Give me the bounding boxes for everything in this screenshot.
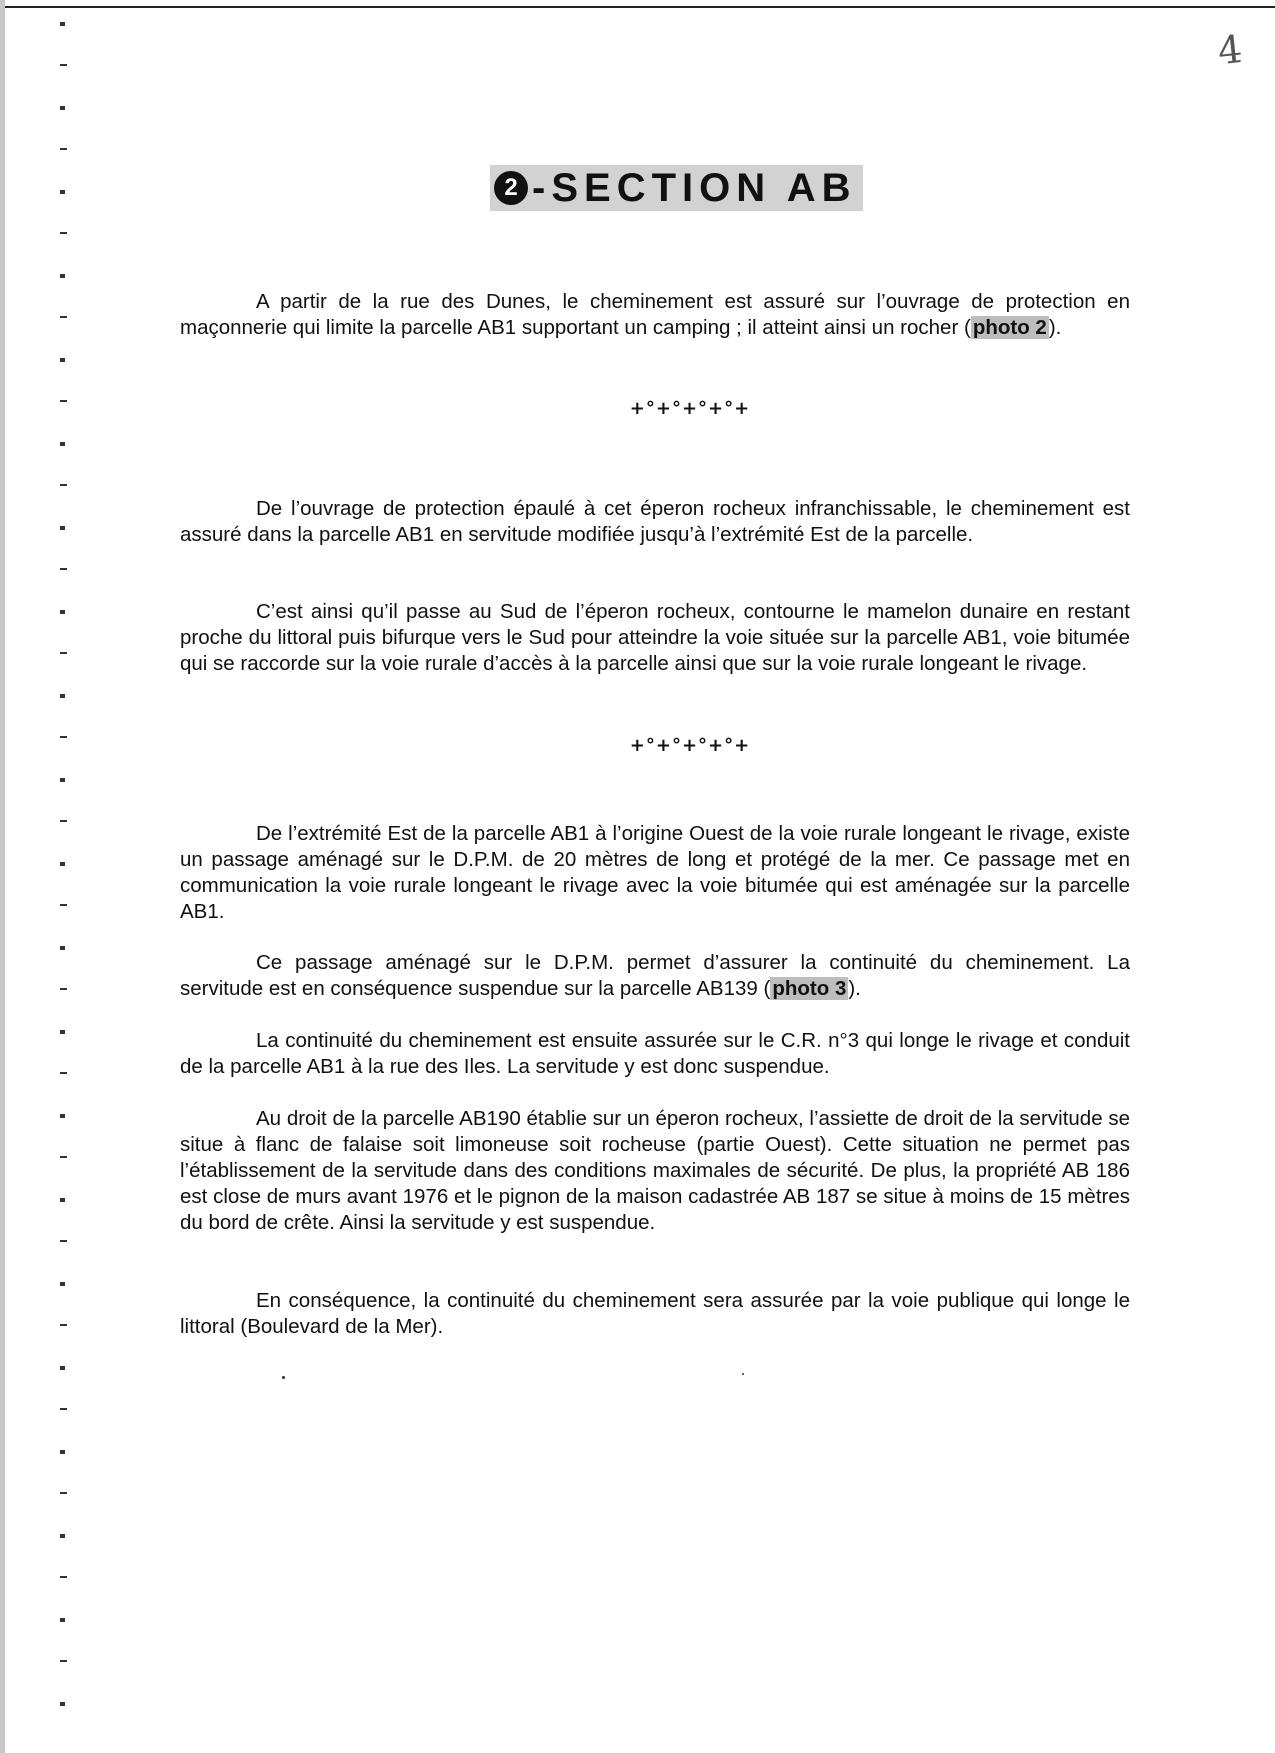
binding-mark	[60, 148, 67, 150]
binding-mark	[60, 1072, 67, 1074]
binding-mark	[60, 694, 65, 698]
scan-top-rule	[0, 6, 1275, 8]
binding-mark	[60, 1576, 67, 1578]
section-heading	[490, 165, 863, 211]
binding-mark	[60, 652, 67, 654]
binding-mark	[60, 1450, 65, 1454]
section-heading-title: SECTION AB	[551, 165, 857, 210]
paragraph-8: En conséquence, la continuité du cheminement sera assurée par la voie publique qui longe le littoral (Boulevard de la Mer).	[180, 1289, 1130, 1338]
binding-mark	[60, 1198, 65, 1202]
paragraph-6: La continuité du cheminement est ensuite assurée sur le C.R. n°3 qui longe le rivage et conduit de la parcelle AB1 à la rue des Iles. La servitude y est donc suspendue.	[180, 1029, 1130, 1078]
section-number-badge: 2	[494, 171, 528, 205]
binding-mark	[60, 904, 67, 906]
binding-mark	[60, 1240, 67, 1242]
binding-mark	[60, 316, 67, 318]
binding-mark	[60, 1282, 65, 1286]
binding-mark	[60, 274, 65, 278]
binding-mark	[60, 442, 65, 446]
binding-mark	[60, 988, 67, 990]
binding-mark	[60, 1492, 67, 1494]
binding-mark	[60, 1408, 67, 1410]
binding-mark	[60, 1702, 65, 1706]
scan-speck	[282, 1376, 285, 1379]
binding-mark	[60, 1156, 67, 1158]
binding-mark	[60, 1366, 65, 1370]
binding-mark	[60, 232, 67, 234]
binding-mark	[60, 190, 65, 194]
binding-mark	[60, 820, 67, 822]
binding-mark	[60, 1114, 65, 1118]
binding-mark	[60, 22, 65, 26]
separator-1: +°+°+°+°+	[629, 398, 751, 419]
binding-mark	[60, 862, 65, 866]
binding-mark	[60, 1030, 65, 1034]
paragraph-3: C’est ainsi qu’il passe au Sud de l’éperon rocheux, contourne le mamelon dunaire en restant proche du littoral puis bifurque vers le Sud pour atteindre la voie située sur la parcelle AB1, voie bitumée qui se raccorde sur la voie rurale d’accès à la parcelle ainsi que sur la voie rurale longeant le rivage.	[180, 600, 1130, 675]
section-heading-dash: -	[532, 165, 552, 210]
paragraph-2: De l’ouvrage de protection épaulé à cet éperon rocheux infranchissable, le cheminement est assuré dans la parcelle AB1 en servitude modifiée jusqu’à l’extrémité Est de la parcelle.	[180, 497, 1130, 546]
paragraph-4: De l’extrémité Est de la parcelle AB1 à l’origine Ouest de la voie rurale longeant le rivage, existe un passage aménagé sur le D.P.M. de 20 mètres de long et protégé de la mer. Ce passage met en communication la voie rurale longeant le rivage avec la voie bitumée qui est aménagée sur la parcelle AB1.	[180, 822, 1130, 923]
binding-mark	[60, 1660, 67, 1662]
binding-mark	[60, 946, 65, 950]
scan-speck	[742, 1373, 744, 1375]
binding-marks	[0, 0, 80, 1753]
binding-mark	[60, 484, 67, 486]
paragraph-5: Ce passage aménagé sur le D.P.M. permet d’assurer la continuité du cheminement. La servitude est en conséquence suspendue sur la parcelle AB139 (photo 3).	[180, 951, 1130, 1000]
binding-mark	[60, 106, 65, 110]
binding-mark	[60, 526, 65, 530]
binding-mark	[60, 1534, 65, 1538]
photo-reference: photo 3	[772, 977, 847, 1000]
binding-mark	[60, 1618, 65, 1622]
binding-mark	[60, 778, 65, 782]
binding-mark	[60, 610, 65, 614]
binding-mark	[60, 64, 67, 66]
binding-mark	[60, 1324, 67, 1326]
binding-mark	[60, 736, 67, 738]
binding-mark	[60, 568, 67, 570]
separator-2: +°+°+°+°+	[629, 735, 751, 756]
handwritten-page-number: 4	[1215, 26, 1245, 74]
binding-mark	[60, 358, 65, 362]
paragraph-1: A partir de la rue des Dunes, le cheminement est assuré sur l’ouvrage de protection en maçonnerie qui limite la parcelle AB1 supportant un camping ; il atteint ainsi un rocher (photo 2).	[180, 290, 1130, 339]
paragraph-7: Au droit de la parcelle AB190 établie sur un éperon rocheux, l’assiette de droit de la servitude se situe à flanc de falaise soit limoneuse soit rocheuse (partie Ouest). Cette situation ne permet pas l’établissement de la servitude dans des conditions maximales de sécurité. De plus, la propriété AB 186 est close de murs avant 1976 et le pignon de la maison cadastrée AB 187 se situe à moins de 15 mètres du bord de crête. Ainsi la servitude y est suspendue.	[180, 1107, 1130, 1234]
photo-reference: photo 2	[972, 316, 1047, 339]
binding-mark	[60, 400, 67, 402]
